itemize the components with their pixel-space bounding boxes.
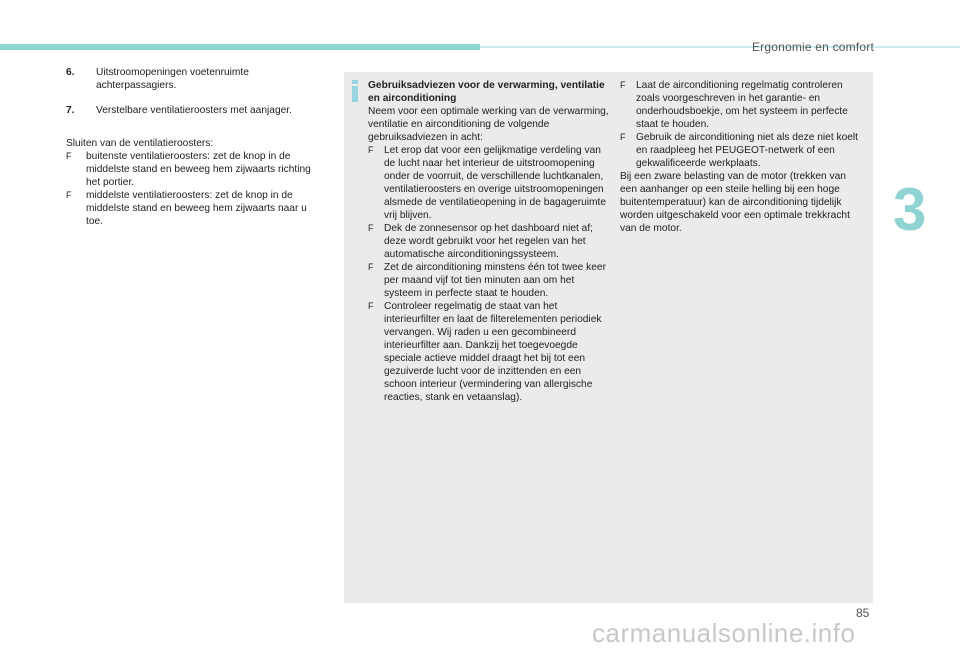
bullet-icon: F [368, 145, 374, 155]
tip-bullet [620, 131, 865, 170]
bullet-text: Let erop dat voor een gelijkmatige verdeling van de lucht naar het interieur de uitstroomopening onder de voorruit, de verschillende luchtkanalen, ventilatieroosters en overige uitstroomopeningen alsmede de ventilatieopening in de bagageruimte vrij blijven. [384, 145, 607, 221]
bullet-icon: F [620, 132, 626, 142]
bullet-text: middelste ventilatieroosters: zet de knop in de middelste stand en beweeg hem zijwaarts naar u toe. [86, 190, 307, 227]
info-icon [349, 80, 361, 102]
tip-bullet [368, 222, 613, 261]
bullet-text: Zet de airconditioning minstens één tot twee keer per maand vijf tot tien minuten aan om het systeem in perfecte staat te houden. [384, 262, 606, 299]
bullet-text: buitenste ventilatieroosters: zet de knop in de middelste stand en beweeg hem zijwaarts richting het portier. [86, 151, 311, 188]
bullet-icon: F [620, 80, 626, 90]
bullet-text: Gebruik de airconditioning niet als deze niet koelt en raadpleeg het PEUGEOT-netwerk of een gekwalificeerde werkplaats. [636, 132, 858, 169]
numbered-item [66, 104, 326, 117]
header-rule [480, 46, 960, 48]
tip-intro: Neem voor een optimale werking van de verwarming, ventilatie en airconditioning de volgende gebruiksadviezen in acht: [368, 106, 609, 143]
page-number: 85 [856, 606, 870, 620]
chapter-number: 3 [893, 176, 927, 243]
bullet-text: Controleer regelmatig de staat van het interieurfilter en laat de filterelementen periodiek vervangen. Wij raden u een gecombineerd interieurfilter aan. Dankzij het toegevoegde speciale actieve middel draagt het bij tot een gezuiverde lucht voor de inzittenden en een schoon interieur (vermindering van allergische reacties, stank en vetaanslag). [384, 301, 602, 403]
bullet-icon: F [368, 301, 374, 311]
tip-bullet [620, 79, 865, 131]
tip-bullet [368, 261, 613, 300]
numbered-item [66, 66, 326, 92]
item-number: 7. [66, 105, 75, 116]
item-number: 6. [66, 67, 75, 78]
tip-bullet [368, 144, 613, 222]
bullet-icon: F [66, 151, 72, 161]
tip-bullet [368, 300, 613, 404]
section-title: Ergonomie en comfort [751, 40, 874, 54]
item-text: Verstelbare ventilatieroosters met aanjager. [96, 105, 292, 116]
left-column [66, 66, 326, 228]
bullet-text: Laat de airconditioning regelmatig controleren zoals voorgeschreven in het garantie- en onderhoudsboekje, om het systeem in perfecte staat te houden. [636, 80, 848, 130]
bullet-item [66, 150, 326, 189]
header-accent-bar [0, 44, 480, 50]
bullet-text: Dek de zonnesensor op het dashboard niet af; deze wordt gebruikt voor het regelen van het automatische airconditioningssysteem. [384, 223, 593, 260]
tip-closing: Bij een zware belasting van de motor (trekken van een aanhanger op een steile helling bij een hoge buitentemperatuur) kan de airconditioning tijdelijk worden uitgeschakeld voor een optimale trekkracht van de motor. [620, 171, 850, 234]
bullet-icon: F [66, 190, 72, 200]
watermark: carmanualsonline.info [592, 618, 856, 648]
bullet-item [66, 189, 326, 228]
bullet-icon: F [368, 223, 374, 233]
tip-column-1 [368, 79, 613, 404]
closing-intro: Sluiten van de ventilatieroosters: [66, 138, 214, 149]
item-text: Uitstroomopeningen voetenruimte achterpassagiers. [96, 67, 249, 91]
bullet-icon: F [368, 262, 374, 272]
tip-title: Gebruiksadviezen voor de verwarming, ventilatie en airconditioning [368, 80, 605, 104]
tip-column-2 [620, 79, 865, 235]
